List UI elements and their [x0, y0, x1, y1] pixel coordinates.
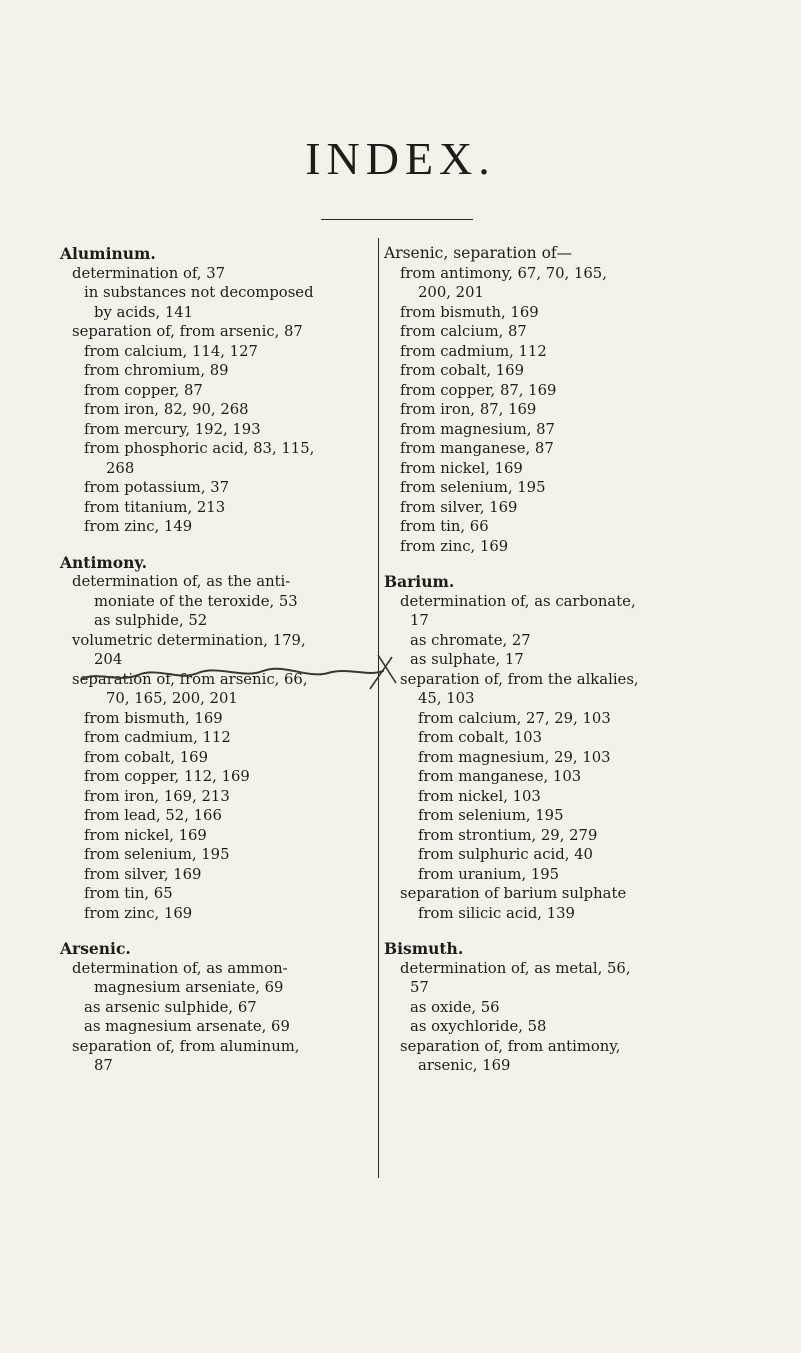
entry-heading: Aluminum.	[60, 244, 156, 263]
index-column-left	[42, 244, 378, 1076]
entry-line: from calcium, 114, 127	[84, 342, 258, 360]
entry-line: from strontium, 29, 279	[418, 826, 598, 844]
entry-line: determination of, as ammon-	[72, 959, 288, 977]
entry-line: from nickel, 103	[418, 787, 541, 805]
entry-line: arsenic, 169	[418, 1057, 511, 1074]
entry-heading: Barium.	[384, 572, 455, 591]
entry-line: from titanium, 213	[84, 498, 226, 516]
entry-line: from selenium, 195	[84, 846, 230, 863]
entry-line: from calcium, 87	[400, 323, 527, 340]
entry-line: 204	[94, 651, 123, 668]
entry-line: from mercury, 192, 193	[84, 420, 261, 438]
entry-line: from chromium, 89	[84, 362, 229, 379]
entry-line: 87	[94, 1057, 113, 1074]
entry-line: from copper, 87, 169	[400, 381, 557, 399]
entry-line: from lead, 52, 166	[84, 807, 222, 824]
index-entry	[42, 939, 378, 1076]
index-entry	[384, 939, 784, 1076]
entry-heading: Arsenic.	[60, 939, 131, 958]
entry-line: from sulphuric acid, 40	[418, 846, 593, 863]
entry-line: from copper, 87	[84, 381, 203, 399]
entry-line: separation of, from the alkalies,	[400, 670, 639, 688]
page-title: INDEX.	[305, 133, 496, 184]
entry-line: from manganese, 87	[400, 440, 554, 457]
entry-line: from zinc, 149	[84, 518, 193, 535]
entry-line: separation of, from arsenic, 66,	[72, 670, 308, 688]
entry-line: as chromate, 27	[410, 631, 531, 649]
entry-heading: Bismuth.	[384, 939, 464, 958]
entry-line: from iron, 87, 169	[400, 401, 537, 418]
entry-line: in substances not decomposed	[84, 284, 314, 301]
entry-line: from selenium, 195	[400, 479, 546, 496]
entry-line: 268	[106, 459, 135, 477]
index-entry	[42, 244, 378, 537]
entry-line: from iron, 82, 90, 268	[84, 401, 249, 418]
index-entry	[384, 572, 784, 923]
entry-line: determination of, as the anti-	[72, 573, 291, 590]
entry-line: as sulphate, 17	[410, 651, 524, 668]
entry-line: determination of, as metal, 56,	[400, 959, 631, 977]
entry-line: from cobalt, 169	[84, 748, 209, 766]
entry-line: from silver, 169	[84, 865, 202, 883]
entry-line: from phosphoric acid, 83, 115,	[84, 440, 315, 457]
entry-line: magnesium arseniate, 69	[94, 979, 284, 996]
entry-line: from uranium, 195	[418, 865, 560, 883]
entry-line: from nickel, 169	[400, 459, 523, 477]
entry-line: from copper, 112, 169	[84, 768, 250, 785]
entry-line: separation of, from arsenic, 87	[72, 323, 303, 340]
entry-line: from bismuth, 169	[400, 303, 539, 321]
entry-line: from zinc, 169	[84, 904, 193, 922]
entry-line: as arsenic sulphide, 67	[84, 998, 257, 1016]
entry-line: as sulphide, 52	[94, 612, 208, 629]
index-column-right	[384, 244, 784, 1076]
entry-line: determination of, 37	[72, 264, 226, 282]
entry-line: from cobalt, 169	[400, 362, 525, 379]
entry-line: from cadmium, 112	[400, 342, 547, 360]
entry-line: 200, 201	[418, 284, 484, 301]
entry-heading: Arsenic, separation of—	[384, 244, 573, 262]
entry-line: volumetric determination, 179,	[72, 631, 306, 649]
entry-line: from bismuth, 169	[84, 709, 223, 727]
entry-line: from tin, 66	[400, 518, 489, 535]
index-entry	[384, 244, 784, 556]
entry-line: from selenium, 195	[418, 807, 564, 824]
entry-line: from tin, 65	[84, 885, 173, 902]
entry-line: 57	[410, 979, 429, 996]
entry-line: from magnesium, 87	[400, 420, 555, 438]
entry-line: as oxide, 56	[410, 998, 500, 1016]
entry-line: as magnesium arsenate, 69	[84, 1018, 290, 1035]
column-divider	[378, 238, 379, 1178]
entry-line: from manganese, 103	[418, 768, 582, 785]
entry-line: from potassium, 37	[84, 479, 230, 496]
entry-line: from antimony, 67, 70, 165,	[400, 264, 607, 282]
entry-line: moniate of the teroxide, 53	[94, 592, 298, 610]
entry-line: separation of, from aluminum,	[72, 1037, 300, 1055]
entry-line: from magnesium, 29, 103	[418, 748, 611, 766]
entry-line: 17	[410, 612, 429, 629]
entry-line: from silicic acid, 139	[418, 904, 575, 922]
entry-line: separation of barium sulphate	[400, 885, 627, 902]
entry-line: separation of, from antimony,	[400, 1037, 621, 1055]
entry-line: from cadmium, 112	[84, 729, 231, 746]
entry-line: from nickel, 169	[84, 826, 207, 844]
entry-line: from cobalt, 103	[418, 729, 543, 746]
entry-heading: Antimony.	[60, 552, 147, 572]
entry-line: from zinc, 169	[400, 537, 509, 555]
entry-line: from silver, 169	[400, 498, 518, 516]
entry-line: determination of, as carbonate,	[400, 592, 636, 610]
entry-line: by acids, 141	[94, 303, 194, 321]
entry-line: from iron, 169, 213	[84, 787, 230, 805]
title-rule	[321, 219, 473, 220]
entry-line: 45, 103	[418, 690, 475, 707]
entry-line: 70, 165, 200, 201	[106, 690, 238, 707]
entry-line: as oxychloride, 58	[410, 1018, 547, 1035]
entry-line: from calcium, 27, 29, 103	[418, 709, 611, 727]
index-entry	[42, 553, 378, 924]
